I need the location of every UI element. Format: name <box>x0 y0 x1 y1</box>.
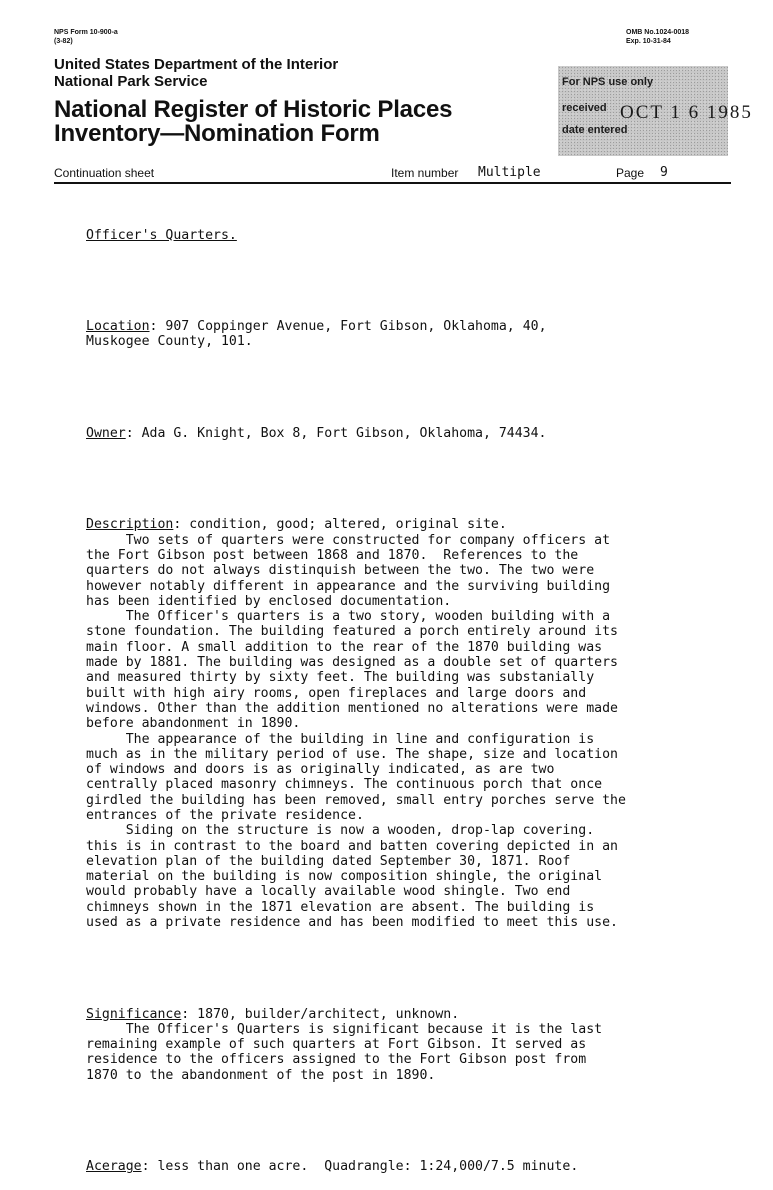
continuation-sheet-label: Continuation sheet <box>54 166 155 180</box>
owner-label: Owner <box>86 425 126 441</box>
significance-label: Significance <box>86 1006 182 1022</box>
form-title-line1: National Register of Historic Places <box>54 96 453 123</box>
owner-section <box>86 426 726 441</box>
for-nps-use-label: For NPS use only <box>562 76 654 88</box>
acreage-label: Acerage <box>86 1159 142 1175</box>
acreage-text: : less than one acre. Quadrangle: 1:24,000/7.5 minute. <box>141 1159 579 1175</box>
nps-use-stamp <box>558 66 753 156</box>
location-label: Location <box>86 319 150 335</box>
location-section <box>86 319 726 350</box>
description-label: Description <box>86 517 174 533</box>
received-label: received <box>562 102 607 114</box>
form-date: (3-82) <box>54 38 73 45</box>
property-heading-text: Officer's Quarters. <box>86 227 237 243</box>
header-rule <box>54 182 731 184</box>
nomination-body <box>86 197 726 1190</box>
description-section <box>86 517 726 930</box>
department-name: United States Department of the Interior <box>54 56 339 73</box>
significance-section <box>86 1007 726 1083</box>
item-number-value: Multiple <box>478 165 541 180</box>
form-number: NPS Form 10-900-a <box>54 29 118 36</box>
form-title-line2: Inventory—Nomination Form <box>54 120 380 147</box>
service-name: National Park Service <box>54 73 208 90</box>
item-number-label: Item number <box>391 166 459 180</box>
description-text: : condition, good; altered, original site. Two sets of quarters were constructed for company officers at the Fort Gibson post between 1868 and 1870. References to the quarters do not always distinquish between the two. The two were however notably different in appearance and the surviving building has been identified by enclosed documentation. The Officer's quarters is a two story, wooden building with a stone foundation. The building featured a porch entirely around its main floor. A small addition to the rear of the 1870 building was made by 1881. The building was designed as a double set of quarters and measured thirty by sixty feet. The building was substanially built with high airy rooms, open fireplaces and large doors and windows. Other than the addition mentioned no alterations were made before abandonment in 1890. The appearance of the building in line and configuration is much as in the military period of use. The shape, size and location of windows and doors is as originally indicated, as are two centrally placed masonry chimneys. The continuous porch that once girdled the building has been removed, small entry porches serve the entrances of the private residence. Siding on the structure is now a wooden, drop-lap covering. this is in contrast to the board and batten covering depicted in an elevation plan of the building dated September 30, 1871. Roof material on the building is now composition shingle, the original would probably have a locally available wood shingle. Two end chimneys shown in the 1871 elevation are absent. The building is used as a private residence and has been modified to meet this use. <box>86 517 626 931</box>
expiration-date: Exp. 10-31-84 <box>626 38 671 45</box>
owner-text: : Ada G. Knight, Box 8, Fort Gibson, Oklahoma, 74434. <box>125 425 547 441</box>
received-date-stamp: OCT 1 6 1985 <box>620 102 753 123</box>
location-text: : 907 Coppinger Avenue, Fort Gibson, Oklahoma, 40, Muskogee County, 101. <box>86 319 547 350</box>
acreage-section <box>86 1159 726 1174</box>
significance-text: : 1870, builder/architect, unknown. The Officer's Quarters is significant because it is the last remaining example of such quarters at Fort Gibson. It served as residence to the officers assigned to the Fort Gibson post from 1870 to the abandonment of the post in 1890. <box>86 1006 603 1083</box>
omb-number: OMB No.1024-0018 <box>626 29 690 36</box>
property-heading <box>86 228 726 243</box>
page-number: 9 <box>660 165 668 180</box>
date-entered-label: date entered <box>562 124 628 136</box>
page-label: Page <box>616 166 645 180</box>
